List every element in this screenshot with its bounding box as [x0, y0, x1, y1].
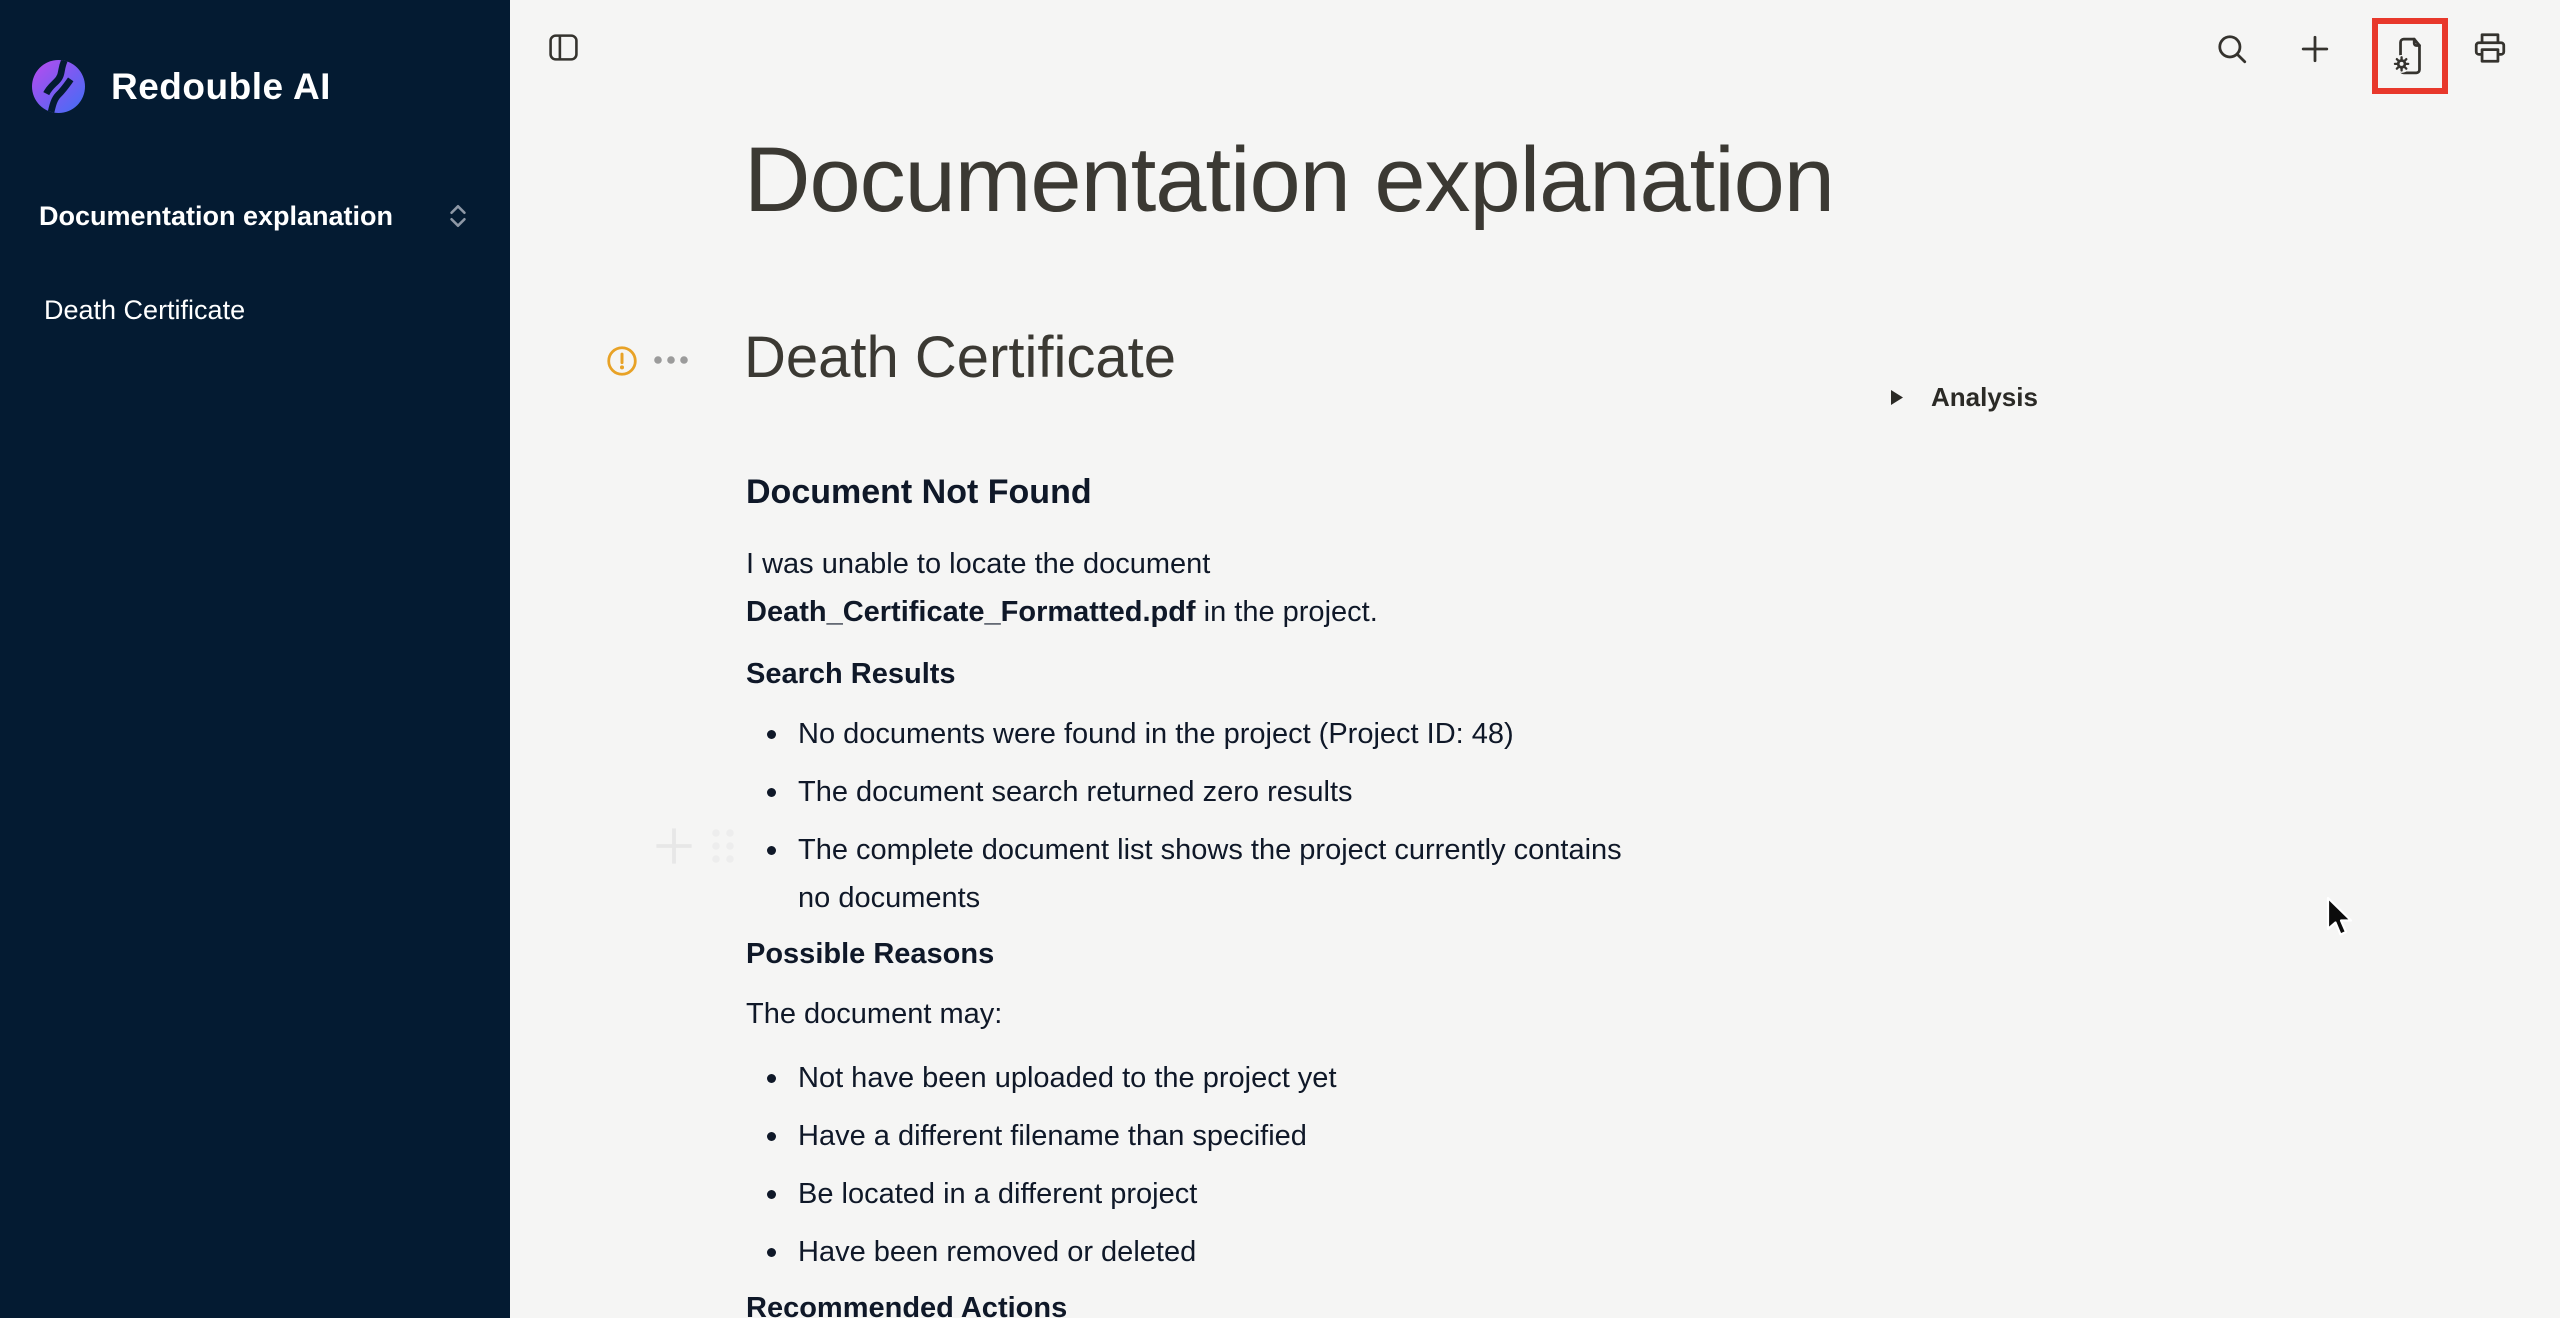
list-item: No documents were found in the project (Project ID: 48) — [746, 710, 1626, 758]
sidebar-item-death-certificate[interactable] — [0, 288, 510, 332]
list-item: Be located in a different project — [746, 1170, 1626, 1218]
block-menu-button[interactable] — [651, 353, 691, 367]
search-button[interactable] — [2214, 31, 2250, 67]
document-body — [746, 470, 1626, 1318]
brand-name: Redouble AI — [111, 65, 331, 107]
printer-icon — [2472, 30, 2508, 66]
mouse-cursor — [2325, 896, 2357, 942]
insert-block-button[interactable] — [652, 824, 696, 868]
possible-reasons-heading: Possible Reasons — [746, 938, 995, 970]
project-selector-label: Documentation explanation — [39, 200, 394, 231]
intro-paragraph — [746, 540, 1626, 636]
warning-circle-icon — [605, 344, 639, 378]
chevron-up-down-icon — [446, 202, 470, 230]
warning-indicator[interactable] — [605, 344, 639, 378]
drag-handle-icon — [708, 826, 738, 866]
red-highlight-annotation — [2372, 18, 2448, 94]
search-icon — [2215, 32, 2249, 66]
sidebar-item-label: Death Certificate — [44, 294, 246, 325]
ellipsis-icon — [651, 353, 691, 367]
list-item: Have a different filename than specified — [746, 1112, 1626, 1160]
panel-toggle-icon — [548, 32, 579, 63]
triangle-right-icon — [1890, 389, 1904, 406]
reasons-intro: The document may: — [746, 998, 1003, 1030]
add-button[interactable] — [2299, 33, 2331, 65]
print-button[interactable] — [2471, 29, 2509, 67]
project-selector[interactable] — [0, 192, 510, 240]
plus-icon — [2300, 34, 2330, 64]
intro-text-end: in the project. — [1195, 596, 1378, 628]
list-item: Have been removed or deleted — [746, 1228, 1626, 1276]
faint-plus-icon — [652, 824, 696, 868]
brand — [32, 60, 331, 113]
page-title: Documentation explanation — [744, 129, 1834, 231]
brand-logo-icon — [32, 60, 85, 113]
intro-text: I was unable to locate the document — [746, 548, 1211, 580]
drag-handle[interactable] — [708, 826, 738, 866]
doc-heading: Death Certificate — [744, 325, 1176, 390]
reasons-list — [746, 1054, 1626, 1276]
not-found-heading: Document Not Found — [746, 473, 1092, 511]
analysis-toggle[interactable] — [1890, 382, 2038, 413]
search-results-heading: Search Results — [746, 658, 956, 690]
file-gear-icon — [2390, 36, 2430, 76]
analysis-label: Analysis — [1931, 382, 2038, 412]
search-results-list — [746, 710, 1626, 922]
list-item: Not have been uploaded to the project yet — [746, 1054, 1626, 1102]
list-item: The document search returned zero results — [746, 768, 1626, 816]
sidebar — [0, 0, 510, 1318]
file-settings-button[interactable] — [2390, 36, 2430, 76]
recommended-actions-heading: Recommended Actions — [746, 1292, 1068, 1318]
sidebar-toggle-button[interactable] — [546, 30, 580, 64]
filename-bold: Death_Certificate_Formatted.pdf — [746, 596, 1196, 628]
list-item: The complete document list shows the project currently contains no documents — [746, 826, 1626, 922]
